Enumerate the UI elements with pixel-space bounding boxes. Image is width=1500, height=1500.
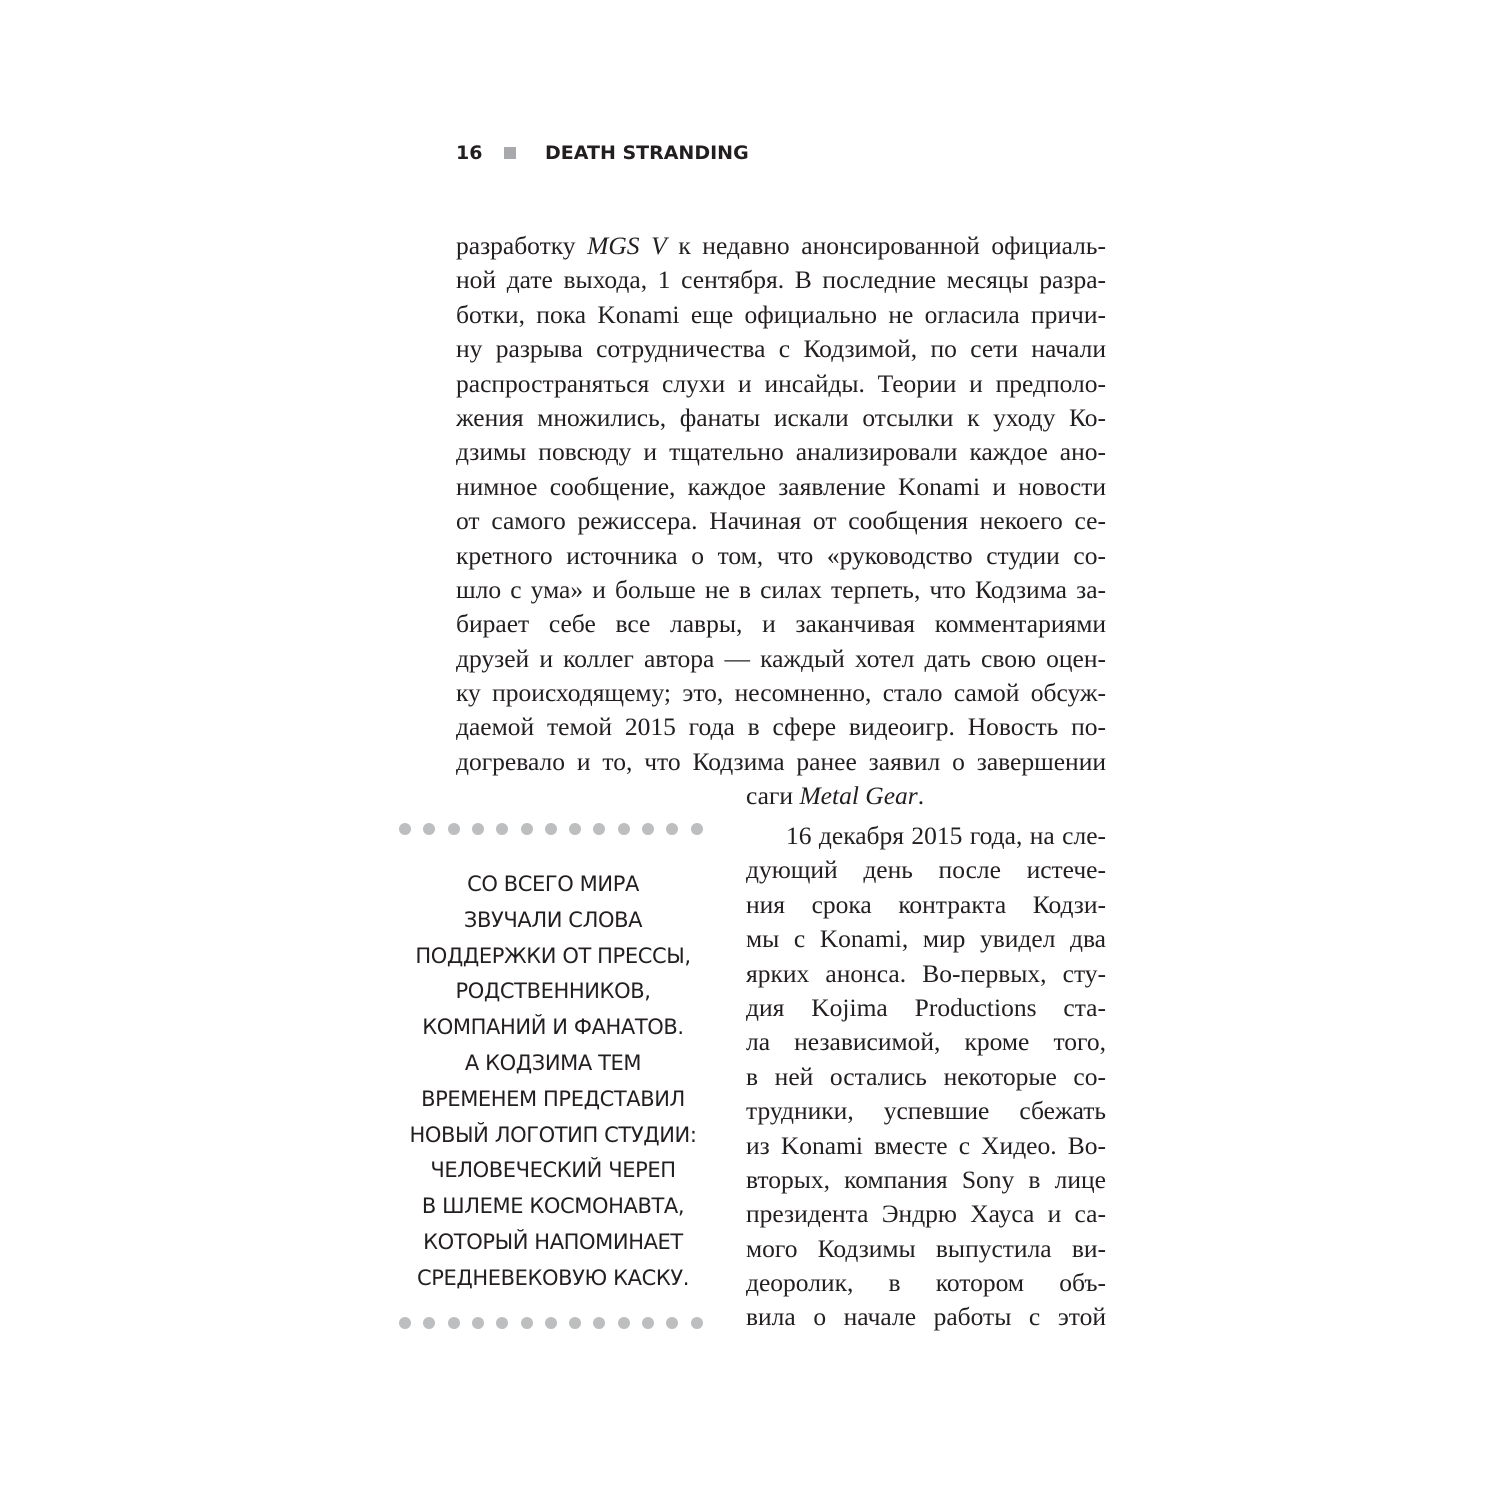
text-line: вторых, компания Sony в лице — [746, 1164, 1106, 1194]
text-line: шло с ума» и больше не в силах терпеть, что Кодзима за- — [456, 574, 1106, 604]
text-line: ла независимой, кроме того, — [746, 1027, 1106, 1057]
pull-quote-line: НОВЫЙ ЛОГОТИП СТУДИИ: — [409, 1122, 697, 1147]
text-line: в ней остались некоторые со- — [746, 1061, 1106, 1091]
dot-ornament — [691, 823, 703, 835]
pull-quote-line: КОМПАНИЙ И ФАНАТОВ. — [422, 1015, 684, 1040]
dot-ornament — [618, 823, 630, 835]
text-line: кретного источника о том, что «руководство студии со- — [456, 540, 1106, 570]
text-line: дующий день после истече- — [746, 855, 1106, 885]
dot-ornament — [618, 1317, 630, 1329]
text-line: ной дате выхода, 1 сентября. В последние месяцы разра- — [456, 265, 1106, 295]
text-line: жения множились, фанаты искали отсылки к уходу Ко- — [456, 402, 1106, 432]
pull-quote-line: КОТОРЫЙ НАПОМИНАЕТ — [423, 1229, 683, 1254]
text-line: ну разрыва сотрудничества с Кодзимой, по сети начали — [456, 334, 1106, 364]
text-line: саги Metal Gear. — [746, 781, 925, 811]
text-line: ботки, пока Konami еще официально не огласила причи- — [456, 299, 1106, 329]
italic-title: Metal Gear — [799, 781, 918, 811]
dot-ornament — [423, 1317, 435, 1329]
dot-ornament — [496, 1317, 508, 1329]
pull-quote-line: СО ВСЕГО МИРА — [467, 872, 639, 896]
text-line: разработку MGS V к недавно анонсированной официаль- — [456, 231, 1106, 260]
dotted-rule-top — [399, 823, 707, 837]
text-line: деоролик, в котором объ- — [746, 1268, 1106, 1298]
dot-ornament — [521, 1317, 533, 1329]
dot-ornament — [545, 823, 557, 835]
dot-ornament — [448, 1317, 460, 1329]
text-line: даемой темой 2015 года в сфере видеоигр. Новость по- — [456, 712, 1106, 742]
text-line: ния срока контракта Кодзи- — [746, 889, 1106, 919]
text-line: президента Эндрю Хауса и са- — [746, 1199, 1106, 1229]
dot-ornament — [521, 823, 533, 835]
text-line: догревало и то, что Кодзима ранее заявил о завершении — [456, 746, 1106, 776]
text-line: дия Kojima Productions ста- — [746, 992, 1106, 1022]
header-square-ornament — [504, 147, 516, 159]
pull-quote-line: ПОДДЕРЖКИ ОТ ПРЕССЫ, — [415, 943, 691, 968]
column-text — [746, 819, 1106, 1335]
text-line: из Konami вместе с Хидео. Во- — [746, 1130, 1106, 1160]
text-line: мого Кодзимы выпустила ви- — [746, 1233, 1106, 1263]
text-line: бирает себе все лавры, и заканчивая комментариями — [456, 609, 1106, 639]
text-line: 16 декабря 2015 года, на сле- — [786, 821, 1106, 850]
dot-ornament — [642, 823, 654, 835]
body-text — [456, 229, 1106, 814]
text-line: вила о начале работы с этой — [746, 1302, 1106, 1332]
pull-quote-line: ВРЕМЕНЕМ ПРЕДСТАВИЛ — [421, 1086, 685, 1111]
dot-ornament — [569, 823, 581, 835]
text-line: распространяться слухи и инсайды. Теории и предполо- — [456, 368, 1106, 398]
dot-ornament — [666, 1317, 678, 1329]
dotted-rule-bottom — [399, 1317, 707, 1331]
text-line: трудники, успевшие сбежать — [746, 1096, 1106, 1126]
dot-ornament — [399, 823, 411, 835]
pull-quote — [395, 867, 711, 1297]
book-title: DEATH STRANDING — [545, 142, 749, 164]
dot-ornament — [496, 823, 508, 835]
dot-ornament — [448, 823, 460, 835]
dot-ornament — [593, 823, 605, 835]
pull-quote-line: А КОДЗИМА ТЕМ — [464, 1050, 642, 1075]
text-line: дзимы повсюду и тщательно анализировали каждое ано- — [456, 437, 1106, 467]
dot-ornament — [593, 1317, 605, 1329]
dot-ornament — [423, 823, 435, 835]
dot-ornament — [472, 823, 484, 835]
page-number: 16 — [456, 142, 483, 164]
dot-ornament — [691, 1317, 703, 1329]
dot-ornament — [545, 1317, 557, 1329]
pull-quote-line: РОДСТВЕННИКОВ, — [455, 979, 651, 1004]
dot-ornament — [666, 823, 678, 835]
dot-ornament — [569, 1317, 581, 1329]
italic-title: MGS V — [587, 231, 667, 260]
dot-ornament — [472, 1317, 484, 1329]
pull-quote-line: В ШЛЕМЕ КОСМОНАВТА, — [421, 1194, 685, 1219]
text-line: ярких анонса. Во-первых, сту- — [746, 958, 1106, 988]
text-line: ку происходящему; это, несомненно, стало самой обсуж- — [456, 678, 1106, 708]
text-line: мы с Konami, мир увидел два — [746, 924, 1106, 954]
pull-quote-line: ЧЕЛОВЕЧЕСКИЙ ЧЕРЕП — [430, 1158, 676, 1183]
text-line: от самого режиссера. Начиная от сообщения некоего се- — [456, 506, 1106, 536]
dot-ornament — [399, 1317, 411, 1329]
dot-ornament — [642, 1317, 654, 1329]
pull-quote-line: ЗВУЧАЛИ СЛОВА — [463, 907, 643, 932]
text-line: нимное сообщение, каждое заявление Konami и новости — [456, 471, 1106, 501]
pull-quote-line: СРЕДНЕВЕКОВУЮ КАСКУ. — [416, 1265, 690, 1290]
text-line: друзей и коллег автора — каждый хотел дать свою оцен- — [456, 643, 1106, 673]
